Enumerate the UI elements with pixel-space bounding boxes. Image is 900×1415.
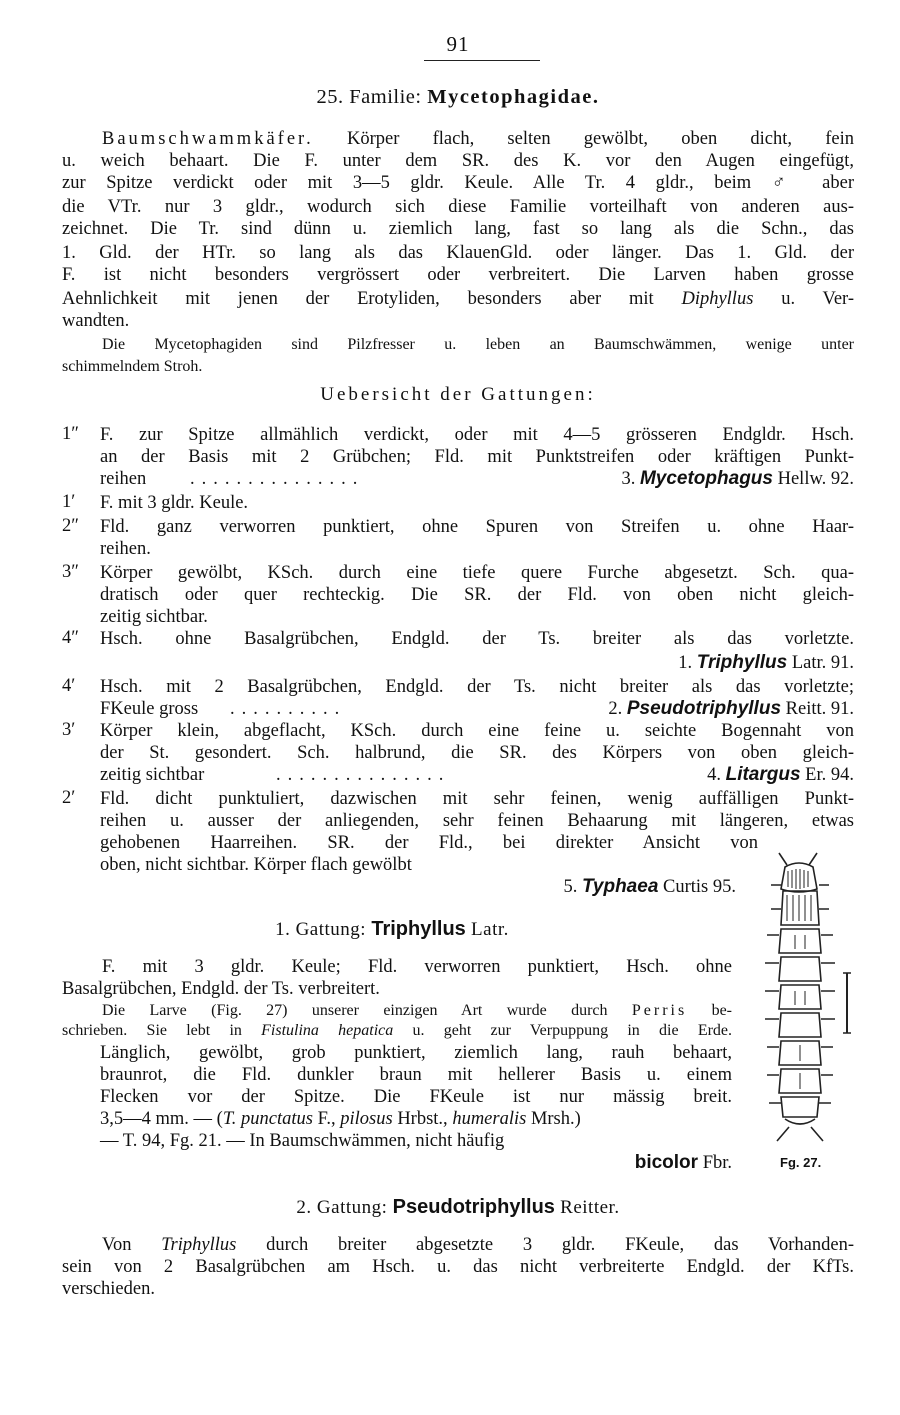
key-2d-line-1: Fld. dicht punktuliert, dazwischen mit sehr feinen, wenig auffälligen Punkt- (100, 789, 854, 809)
genus-1-note-2: schrieben. Sie lebt in Fistulina hepatica u. geht zur Verpuppung in die Erde. (62, 1022, 733, 1039)
family-prefix: 25. Familie: (316, 86, 422, 108)
genus-1-species-name: bicolor Fbr. (634, 1152, 732, 1173)
genus-1-desc-1: F. mit 3 gldr. Keule; Fld. verworren punktiert, Hsch. ohne (102, 957, 732, 977)
key-3dd-line-3: zeitig sichtbar. (100, 607, 208, 627)
intro-line-9: wandten. (62, 311, 130, 331)
key-2dd-line-2: reihen. (100, 539, 151, 559)
intro-line-5: zeichnet. Die Tr. sind dünn u. ziemlich lang, fast so lang als die Schn., das (62, 219, 854, 239)
genus-1-species-3: Flecken vor der Spitze. Die FKeule ist nur mässig breit. (100, 1087, 732, 1107)
genus-1-species-5: — T. 94, Fg. 21. — In Baumschwämmen, nicht häufig (100, 1131, 505, 1151)
key-2dd-line-1: Fld. ganz verworren punktiert, ohne Spuren von Streifen u. ohne Haar- (100, 517, 854, 537)
key-2d-line-2: reihen u. ausser der anliegenden, sehr feinen Behaarung mit längeren, etwas (100, 811, 854, 831)
key-4dd-line-1: Hsch. ohne Basalgrübchen, Endgld. der Ts. breiter als das vorletzte. (100, 629, 854, 649)
key-3d-line-3: zeitig sichtbar ............... 4. Litargus Er. 94. (100, 764, 854, 785)
key-1d-number: 1′ (62, 492, 76, 512)
key-3dd-number: 3″ (62, 562, 79, 582)
page-number: 91 (446, 32, 470, 56)
genus-pseudotriphyllus: Pseudotriphyllus (626, 698, 782, 719)
key-2d-line-5: 5. Typhaea Curtis 95. (563, 876, 736, 897)
key-1dd-line-2: an der Basis mit 2 Grübchen; Fld. mit Punktstreifen oder kräftigen Punkt- (100, 447, 854, 467)
key-1dd-number: 1″ (62, 424, 79, 444)
male-symbol: ♂ (771, 173, 802, 193)
key-4d-line-2: FKeule gross .......... 2. Pseudotriphyllus Reitt. 91. (100, 698, 854, 719)
family-heading (62, 86, 854, 109)
key-1d-line-1: F. mit 3 gldr. Keule. (100, 493, 249, 513)
genus-2-desc-2: sein von 2 Basalgrübchen am Hsch. u. das nicht verbreiterte Endgld. der KfTs. (62, 1257, 854, 1277)
page-number-rule (424, 60, 540, 61)
intro-line-1: Baumschwammkäfer. Körper flach, selten gewölbt, oben dicht, fein (102, 129, 854, 149)
key-3d-line-1: Körper klein, abgeflacht, KSch. durch eine feine u. seichte Bogennaht von (100, 721, 854, 741)
genus-2-desc-3: verschieden. (62, 1279, 155, 1299)
key-2d-line-4: oben, nicht sichtbar. Körper flach gewölbt (100, 855, 412, 875)
genus-typhaea: Typhaea (582, 876, 659, 897)
book-page (62, 0, 854, 1415)
key-1dd-line-1: F. zur Spitze allmählich verdickt, oder mit 4—5 grösseren Endgldr. Hsch. (100, 425, 854, 445)
genus-mycetophagus: Mycetophagus (639, 468, 773, 489)
key-3d-number: 3′ (62, 720, 76, 740)
intro-note-2: schimmelndem Stroh. (62, 358, 203, 375)
key-3dd-line-1: Körper gewölbt, KSch. durch eine tiefe quere Furche abgesetzt. Sch. qua- (100, 563, 854, 583)
intro-line-7: F. ist nicht besonders vergrössert oder verbreitert. Die Larven haben grosse (62, 265, 854, 285)
key-3d-line-2: der St. gesondert. Sch. halbrund, die SR. des Körpers von oben gleich- (100, 743, 854, 763)
intro-line-8: Aehnlichkeit mit jenen der Erotyliden, besonders aber mit Diphyllus u. Ver- (62, 289, 855, 309)
intro-note-1: Die Mycetophagiden sind Pilzfresser u. leben an Baumschwämmen, wenige unter (102, 336, 854, 353)
key-4dd-number: 4″ (62, 628, 79, 648)
genus-1-note-1: Die Larve (Fig. 27) unserer einzigen Art wurde durch Perris be- (102, 1002, 733, 1019)
intro-line-4: die VTr. nur 3 gldr., wodurch sich diese Familie vorteilhaft von anderen aus- (62, 197, 854, 217)
genus-1-species-1: Länglich, gewölbt, grob punktiert, ziemlich lang, rauh behaart, (100, 1043, 732, 1063)
key-4dd-line-2: 1. Triphyllus Latr. 91. (678, 652, 854, 673)
genus-litargus: Litargus (725, 764, 801, 785)
larva-figure-27 (759, 845, 859, 1150)
key-4d-number: 4′ (62, 676, 76, 696)
key-3dd-line-2: dratisch oder quer rechteckig. Die SR. der Fld. von oben nicht gleich- (100, 585, 854, 605)
key-1dd-line-3: reihen ............... 3. Mycetophagus Hellw. 92. (100, 468, 854, 489)
key-2d-number: 2′ (62, 788, 76, 808)
key-2d-line-3: gehobenen Haarreihen. SR. der Fld., bei direkter Ansicht von (100, 833, 758, 853)
genus-1-heading: 1. Gattung: Triphyllus Latr. (275, 918, 509, 940)
genus-2-heading: 2. Gattung: Pseudotriphyllus Reitter. (296, 1196, 620, 1218)
intro-line-3: zur Spitze verdickt oder mit 3—5 gldr. Keule. Alle Tr. 4 gldr., beim ♂ aber (62, 173, 855, 193)
overview-title: Uebersicht der Gattungen: (320, 384, 596, 405)
key-4d-line-1: Hsch. mit 2 Basalgrübchen, Endgld. der Ts. nicht breiter als das vorletzte; (100, 677, 854, 697)
genus-1-desc-2: Basalgrübchen, Endgld. der Ts. verbreitert. (62, 979, 380, 999)
genus-triphyllus: Triphyllus (696, 652, 788, 673)
family-name: Mycetophagidae. (427, 86, 600, 108)
figure-label: Fg. 27. (780, 1155, 822, 1170)
genus-2-desc-1: Von Triphyllus durch breiter abgesetzte 3 gldr. FKeule, das Vorhanden- (102, 1235, 855, 1255)
genus-1-species-2: braunrot, die Fld. dunkler braun mit hellerer Basis u. einem (100, 1065, 732, 1085)
genus-1-species-4: 3,5—4 mm. — (T. punctatus F., pilosus Hrbst., humeralis Mrsh.) (100, 1109, 581, 1129)
key-2dd-number: 2″ (62, 516, 79, 536)
intro-line-6: 1. Gld. der HTr. so lang als das KlauenGld. oder länger. Das 1. Gld. der (62, 243, 854, 263)
intro-line-2: u. weich behaart. Die F. unter dem SR. des K. vor den Augen eingefügt, (62, 151, 854, 171)
